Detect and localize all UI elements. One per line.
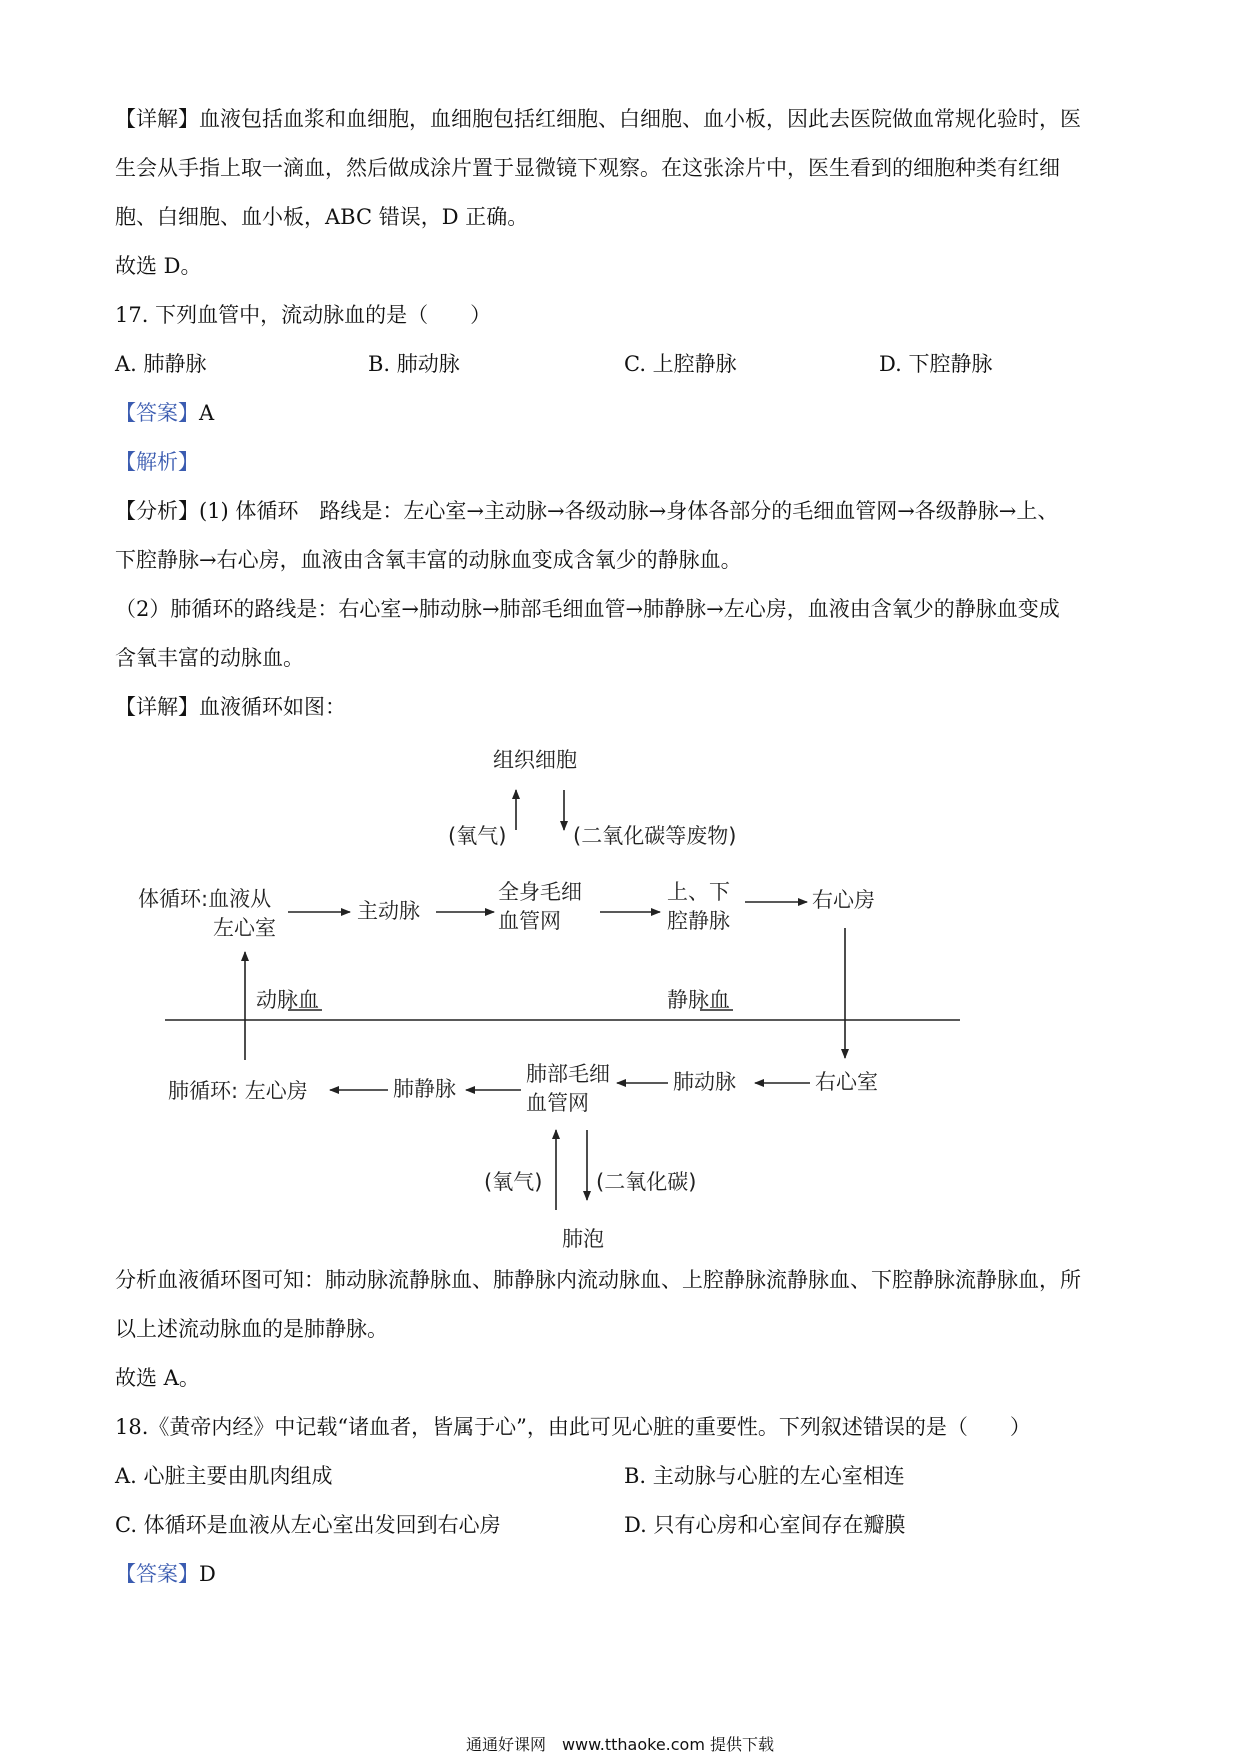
- arterial-blood-label: 动脉血: [256, 988, 319, 1012]
- answer-label: 【答案】: [115, 1562, 199, 1586]
- lung-capillaries-l1: 肺部毛细: [526, 1062, 610, 1086]
- right-ventricle-label: 右心室: [815, 1070, 878, 1094]
- aorta-label: 主动脉: [357, 899, 420, 923]
- venous-blood-label: 静脉血: [667, 988, 730, 1012]
- analysis-line-2: 下腔静脉→右心房，血液由含氧丰富的动脉血变成含氧少的静脉血。: [115, 548, 742, 572]
- analysis-line-3: （2）肺循环的路线是：右心室→肺动脉→肺部毛细血管→肺静脉→左心房，血液由含氧少的静脉血变成: [115, 597, 1060, 621]
- detail-intro: 【详解】血液循环如图：: [115, 695, 346, 719]
- detail-line-3: 胞、白细胞、血小板，ABC 错误，D 正确。: [115, 205, 529, 229]
- pulmonary-artery-label: 肺动脉: [673, 1070, 736, 1094]
- co2-label: (二氧化碳): [596, 1170, 697, 1194]
- q18-option-a: A. 心脏主要由肌肉组成: [115, 1464, 333, 1488]
- oxygen-bottom-label: (氧气): [484, 1170, 543, 1194]
- pulmonary-vein-label: 肺静脉: [393, 1077, 456, 1101]
- q17-option-d: D. 下腔静脉: [879, 352, 993, 376]
- waste-label: (二氧化碳等废物): [573, 824, 737, 848]
- tissue-cells-label: 组织细胞: [493, 748, 577, 772]
- choose-17: 故选 A。: [115, 1366, 200, 1390]
- detail-line-2: 生会从手指上取一滴血，然后做成涂片置于显微镜下观察。在这张涂片中，医生看到的细胞种类有红细: [115, 156, 1060, 180]
- alveoli-label: 肺泡: [562, 1227, 604, 1251]
- body-capillaries-l2: 血管网: [498, 909, 561, 933]
- q17-option-b: B. 肺动脉: [368, 352, 460, 376]
- lung-capillaries-l2: 血管网: [526, 1091, 589, 1115]
- oxygen-top-label: (氧气): [448, 824, 507, 848]
- answer-label: 【答案】: [115, 401, 199, 425]
- q17-analysis-label: 【解析】: [115, 450, 199, 474]
- q18-answer: [115, 1559, 216, 1589]
- left-ventricle-label: 左心室: [213, 916, 276, 940]
- q17-stem: 17. 下列血管中，流动脉血的是（ ）: [115, 303, 492, 327]
- q18-option-b: B. 主动脉与心脏的左心室相连: [624, 1464, 905, 1488]
- q17-option-a: A. 肺静脉: [115, 352, 207, 376]
- conclusion-line-1: 分析血液循环图可知：肺动脉流静脉血、肺静脉内流动脉血、上腔静脉流静脉血、下腔静脉流静脉血，所: [115, 1268, 1081, 1292]
- q18-option-c: C. 体循环是血液从左心室出发回到右心房: [115, 1513, 501, 1537]
- pulmonary-label: 肺循环: 左心房: [168, 1079, 308, 1103]
- choose-16: 故选 D。: [115, 254, 202, 278]
- conclusion-line-2: 以上述流动脉血的是肺静脉。: [115, 1317, 388, 1341]
- body-capillaries-l1: 全身毛细: [498, 880, 582, 904]
- q18-stem: 18.《黄帝内经》中记载“诸血者，皆属于心”，由此可见心脏的重要性。下列叙述错误的是（ ）: [115, 1415, 1031, 1439]
- vena-cava-l1: 上、下: [667, 880, 730, 904]
- detail-line-1: 【详解】血液包括血浆和血细胞，血细胞包括红细胞、白细胞、血小板，因此去医院做血常规化验时，医: [115, 107, 1081, 131]
- answer-value: A: [199, 401, 215, 425]
- analysis-line-4: 含氧丰富的动脉血。: [115, 646, 304, 670]
- systemic-label: 体循环:血液从: [138, 887, 272, 911]
- q18-option-d: D. 只有心房和心室间存在瓣膜: [624, 1513, 906, 1537]
- right-atrium-label: 右心房: [812, 888, 875, 912]
- vena-cava-l2: 腔静脉: [667, 909, 730, 933]
- q17-option-c: C. 上腔静脉: [624, 352, 737, 376]
- page-footer: 通通好课网 www.tthaoke.com 提供下载: [465, 1735, 775, 1754]
- analysis-line-1: 【分析】(1) 体循环 路线是：左心室→主动脉→各级动脉→身体各部分的毛细血管网→各级静脉→上、: [115, 499, 1059, 523]
- answer-value: D: [199, 1562, 216, 1586]
